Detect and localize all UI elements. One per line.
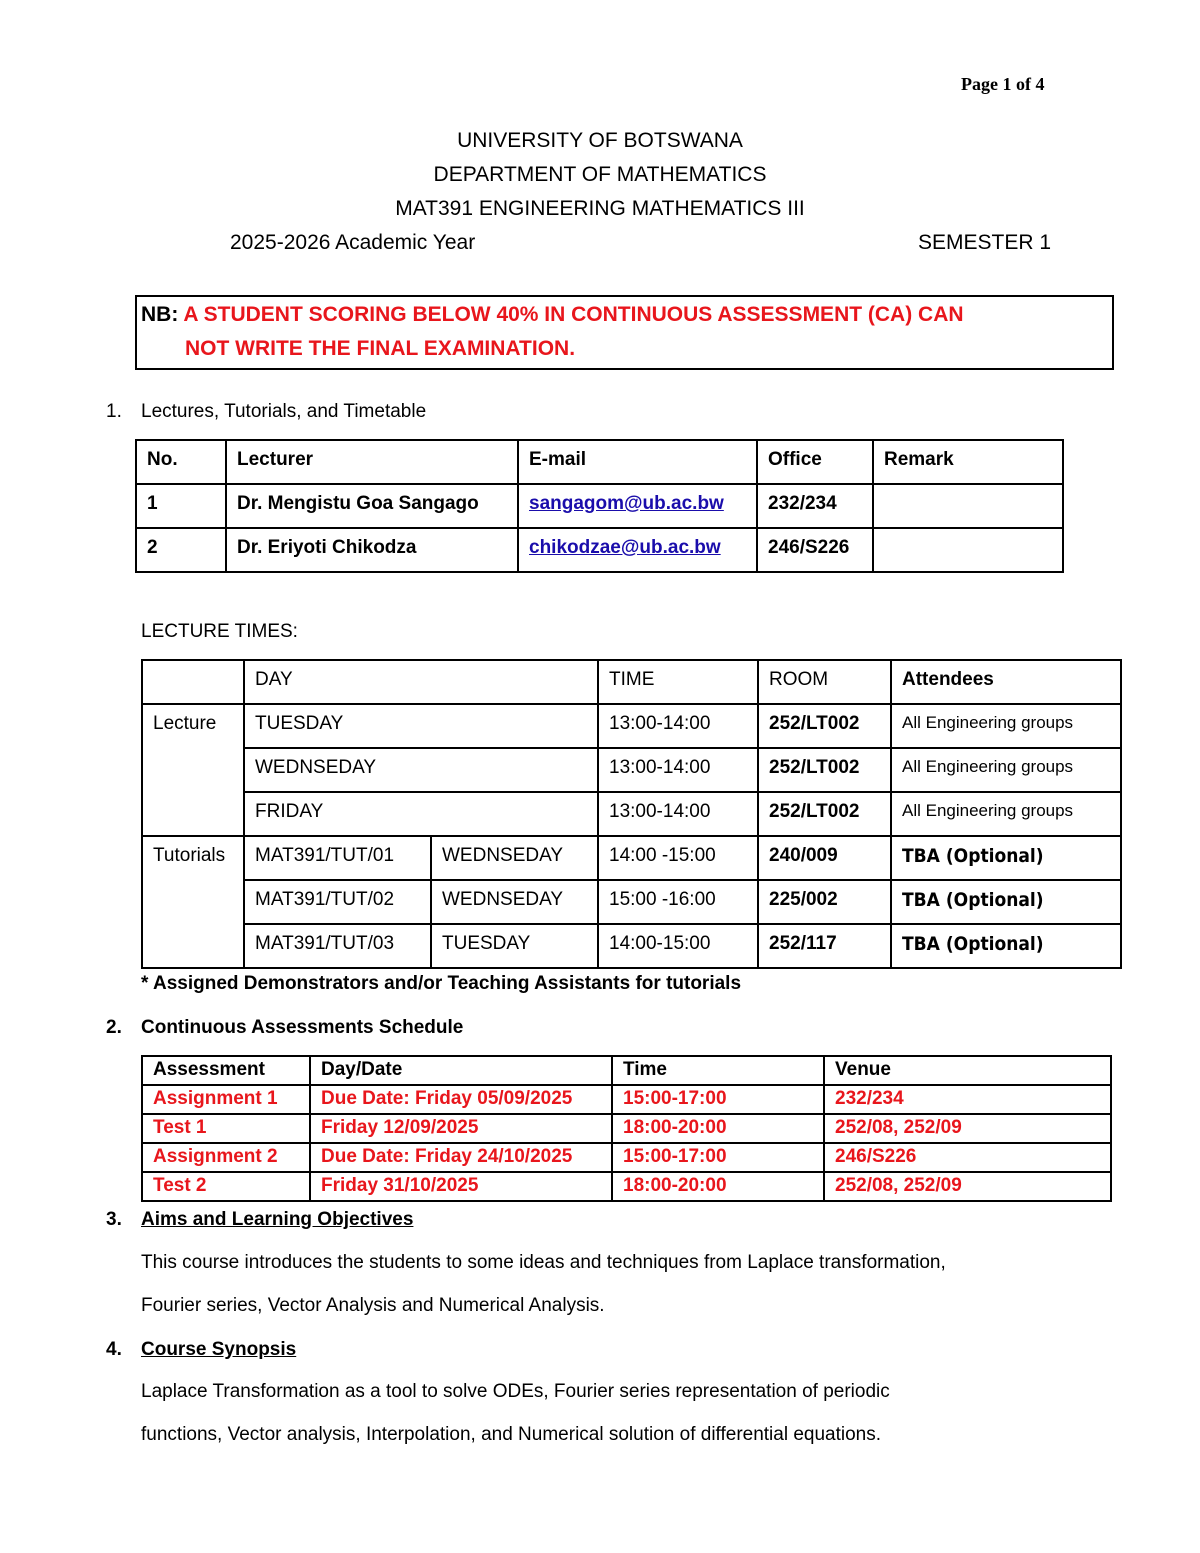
lecture-label: Lecture xyxy=(142,704,244,836)
header-cell: Lecturer xyxy=(226,440,518,484)
lecture-attendees: All Engineering groups xyxy=(891,748,1121,792)
lecturers-table xyxy=(135,439,1064,573)
lecturer-name: Dr. Eriyoti Chikodza xyxy=(226,528,518,572)
tutorial-attendees: TBA (Optional) xyxy=(891,924,1121,968)
assessment-venue: 252/08, 252/09 xyxy=(824,1172,1111,1201)
assessment-time: 15:00-17:00 xyxy=(612,1143,824,1172)
lecture-time: 13:00-14:00 xyxy=(598,792,758,836)
assessment-venue: 246/S226 xyxy=(824,1143,1111,1172)
notice-label: NB: xyxy=(141,303,179,326)
notice-line-1 xyxy=(141,303,964,327)
header-cell: Office xyxy=(757,440,873,484)
section-4-number: 4. xyxy=(106,1339,122,1360)
tutorial-room: 252/117 xyxy=(758,924,891,968)
assessment-venue: 252/08, 252/09 xyxy=(824,1114,1111,1143)
table-row xyxy=(142,748,1121,792)
table-row xyxy=(136,484,1063,528)
section-4-text-1: Laplace Transformation as a tool to solve ODEs, Fourier series representation of periodic xyxy=(141,1381,890,1402)
lecture-room: 252/LT002 xyxy=(758,792,891,836)
assessment-name: Assignment 1 xyxy=(142,1085,310,1114)
lecturer-office: 246/S226 xyxy=(757,528,873,572)
table-row xyxy=(142,836,1121,880)
table-row xyxy=(142,1114,1111,1143)
assessment-time: 15:00-17:00 xyxy=(612,1085,824,1114)
lecture-time: 13:00-14:00 xyxy=(598,748,758,792)
assessment-venue: 232/234 xyxy=(824,1085,1111,1114)
lecture-time: 13:00-14:00 xyxy=(598,704,758,748)
assessment-name: Test 1 xyxy=(142,1114,310,1143)
section-3-text-2: Fourier series, Vector Analysis and Numerical Analysis. xyxy=(141,1295,605,1316)
semester: SEMESTER 1 xyxy=(918,231,1052,254)
section-1-number: 1. xyxy=(106,401,122,422)
table-row xyxy=(142,1172,1111,1201)
table-row xyxy=(142,1143,1111,1172)
lecture-times-label: LECTURE TIMES: xyxy=(141,621,298,642)
lecturer-no: 2 xyxy=(136,528,226,572)
assessment-date: Due Date: Friday 24/10/2025 xyxy=(310,1143,612,1172)
tutorial-room: 240/009 xyxy=(758,836,891,880)
table-header-row xyxy=(142,1056,1111,1085)
assessment-name: Assignment 2 xyxy=(142,1143,310,1172)
tutorial-attendees: TBA (Optional) xyxy=(891,836,1121,880)
lecturer-office: 232/234 xyxy=(757,484,873,528)
lecture-room: 252/LT002 xyxy=(758,704,891,748)
timetable xyxy=(141,659,1122,969)
academic-year: 2025-2026 Academic Year xyxy=(230,231,476,254)
table-row xyxy=(136,528,1063,572)
lecture-attendees: All Engineering groups xyxy=(891,704,1121,748)
university-title: UNIVERSITY OF BOTSWANA xyxy=(457,129,743,152)
tutorial-attendees: TBA (Optional) xyxy=(891,880,1121,924)
notice-text-2: NOT WRITE THE FINAL EXAMINATION. xyxy=(185,337,576,360)
lecturer-email-link[interactable]: chikodzae@ub.ac.bw xyxy=(529,537,721,558)
header-cell: Attendees xyxy=(891,660,1121,704)
assessment-time: 18:00-20:00 xyxy=(612,1114,824,1143)
email-cell xyxy=(518,528,757,572)
tutorial-time: 15:00 -16:00 xyxy=(598,880,758,924)
assessment-name: Test 2 xyxy=(142,1172,310,1201)
lecturer-remark xyxy=(873,528,1063,572)
department-title: DEPARTMENT OF MATHEMATICS xyxy=(433,163,767,186)
header-cell: Time xyxy=(612,1056,824,1085)
header-cell: Remark xyxy=(873,440,1063,484)
lecture-day: FRIDAY xyxy=(244,792,598,836)
header-cell: ROOM xyxy=(758,660,891,704)
page-number: Page 1 of 4 xyxy=(961,74,1045,94)
lecturer-email-link[interactable]: sangagom@ub.ac.bw xyxy=(529,493,724,514)
header-cell: No. xyxy=(136,440,226,484)
lecturer-remark xyxy=(873,484,1063,528)
tutorial-group: MAT391/TUT/03 xyxy=(244,924,431,968)
section-3-number: 3. xyxy=(106,1209,122,1230)
assessment-time: 18:00-20:00 xyxy=(612,1172,824,1201)
table-row xyxy=(142,880,1121,924)
tutorial-room: 225/002 xyxy=(758,880,891,924)
tutorial-day: WEDNSEDAY xyxy=(431,836,598,880)
header-cell: Day/Date xyxy=(310,1056,612,1085)
lecturer-name: Dr. Mengistu Goa Sangago xyxy=(226,484,518,528)
tutorial-day: WEDNSEDAY xyxy=(431,880,598,924)
tutorial-time: 14:00 -15:00 xyxy=(598,836,758,880)
assessment-date: Due Date: Friday 05/09/2025 xyxy=(310,1085,612,1114)
assessment-table xyxy=(141,1055,1112,1202)
header-cell: Venue xyxy=(824,1056,1111,1085)
section-4-text-2: functions, Vector analysis, Interpolation, and Numerical solution of differential equations. xyxy=(141,1424,882,1445)
lecture-room: 252/LT002 xyxy=(758,748,891,792)
table-row xyxy=(142,1085,1111,1114)
header-cell: DAY xyxy=(244,660,598,704)
notice-text-1: A STUDENT SCORING BELOW 40% IN CONTINUOUS ASSESSMENT (CA) CAN xyxy=(183,303,964,326)
section-4-title: Course Synopsis xyxy=(141,1339,297,1360)
lecture-day: TUESDAY xyxy=(244,704,598,748)
table-row xyxy=(142,792,1121,836)
table-row xyxy=(142,704,1121,748)
course-title: MAT391 ENGINEERING MATHEMATICS III xyxy=(395,197,805,220)
lecturer-no: 1 xyxy=(136,484,226,528)
header-cell xyxy=(142,660,244,704)
tutorial-day: TUESDAY xyxy=(431,924,598,968)
tutorial-group: MAT391/TUT/02 xyxy=(244,880,431,924)
table-header-row xyxy=(142,660,1121,704)
section-2-number: 2. xyxy=(106,1017,122,1038)
table-row xyxy=(142,924,1121,968)
section-2-title: Continuous Assessments Schedule xyxy=(141,1017,464,1038)
assessment-date: Friday 12/09/2025 xyxy=(310,1114,612,1143)
lecture-attendees: All Engineering groups xyxy=(891,792,1121,836)
section-1-title: Lectures, Tutorials, and Timetable xyxy=(141,401,427,422)
tutorial-footnote: * Assigned Demonstrators and/or Teaching Assistants for tutorials xyxy=(141,973,742,994)
header-cell: TIME xyxy=(598,660,758,704)
tutorial-group: MAT391/TUT/01 xyxy=(244,836,431,880)
header-cell: E-mail xyxy=(518,440,757,484)
email-cell xyxy=(518,484,757,528)
tutorial-label: Tutorials xyxy=(142,836,244,968)
tutorial-time: 14:00-15:00 xyxy=(598,924,758,968)
lecture-day: WEDNSEDAY xyxy=(244,748,598,792)
table-header-row xyxy=(136,440,1063,484)
header-cell: Assessment xyxy=(142,1056,310,1085)
assessment-date: Friday 31/10/2025 xyxy=(310,1172,612,1201)
section-3-title: Aims and Learning Objectives xyxy=(141,1209,414,1230)
section-3-text-1: This course introduces the students to some ideas and techniques from Laplace transformation, xyxy=(141,1252,946,1273)
